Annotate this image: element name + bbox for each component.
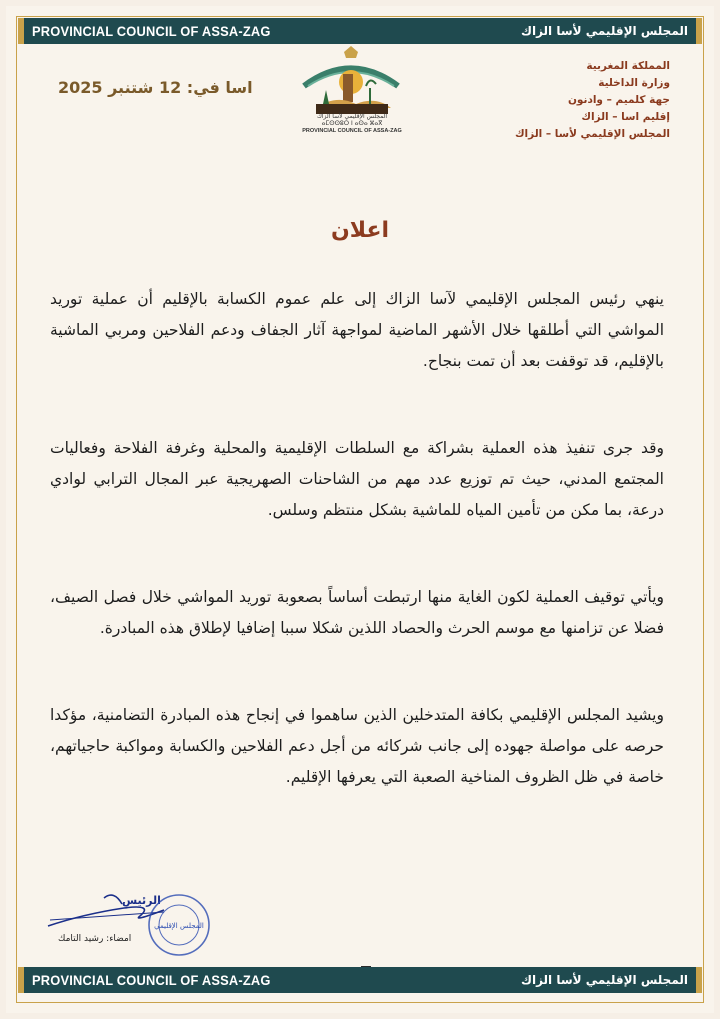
footer-banner-en: PROVINCIAL COUNCIL OF ASSA-ZAG bbox=[32, 972, 271, 988]
header-banner bbox=[24, 18, 696, 44]
gov-line: المملكة المغربية bbox=[586, 60, 670, 72]
announcement-body bbox=[50, 284, 664, 793]
gov-line: وزارة الداخلية bbox=[598, 77, 670, 89]
header-banner-ar: المجلس الإقليمي لأسا الزاك bbox=[520, 24, 688, 38]
footer-banner bbox=[24, 967, 696, 993]
paragraph: وقد جرى تنفيذ هذه العملية بشراكة مع السلطات الإقليمية والمحلية وغرفة الفلاحة وفعاليات المجتمع المدني، حيث تم توزيع عدد مهم من الشاحنات الصهريجية عبر المجال الترابي لوادي درعة، بما مكن من تأمين المياه للماشية بشكل منتظم وسلس. bbox=[50, 439, 664, 519]
logo-caption-ar: المجلس الإقليمي لأسا الزاك bbox=[316, 113, 388, 120]
official-stamp-icon bbox=[146, 892, 212, 958]
gov-line: جهة كلميم – وادنون bbox=[567, 94, 670, 106]
footer-banner-ar: المجلس الإقليمي لأسا الزاك bbox=[520, 973, 688, 987]
government-block bbox=[515, 58, 670, 143]
paragraph: ويشيد المجلس الإقليمي بكافة المتدخلين الذين ساهموا في إنجاح هذه المبادرة التضامنية، مؤكدا حرصه على مواصلة جهوده إلى جانب شركائه من أجل دعم الفلاحين والكسابة ومواكبة حاجياتهم، خاصة في ظل الظروف المناخية الصعبة التي يعرفها الإقليم. bbox=[50, 706, 664, 786]
logo-caption bbox=[298, 114, 406, 134]
gov-line: إقليم اسا – الزاك bbox=[581, 111, 670, 123]
signature-title: الرئيس bbox=[122, 894, 161, 907]
announcement-title: اعلان bbox=[330, 218, 390, 243]
logo-caption-tifinagh: ⴰⵎⵙⵙⵓⵔ ⵏ ⴰⵙⴰ ⵣⴰⴳ bbox=[321, 119, 383, 127]
stamp-text: المجلس الإقليمي bbox=[154, 922, 204, 930]
letter-date: اسا في: 12 شتنبر 2025 bbox=[58, 78, 253, 97]
signature-label: امضاء: رشيد التامك bbox=[58, 934, 132, 944]
letter-page bbox=[6, 6, 714, 1013]
paragraph: ويأتي توقيف العملية لكون الغاية منها ارتبطت أساساً بصعوبة توريد المواشي خلال فصل الصيف، فضلا عن تزامنها مع موسم الحرث والحصاد اللذين شكلا سببا إضافيا لإطلاق هذه المبادرة. bbox=[50, 588, 664, 637]
gov-line: المجلس الإقليمي لأسا – الزاك bbox=[514, 128, 670, 140]
header-banner-en: PROVINCIAL COUNCIL OF ASSA-ZAG bbox=[32, 23, 271, 39]
logo-caption-en: PROVINCIAL COUNCIL OF ASSA-ZAG bbox=[302, 127, 402, 134]
paragraph: ينهي رئيس المجلس الإقليمي لآسا الزاك إلى علم عموم الكسابة بالإقليم أن عملية توريد المواشي التي أطلقها خلال الأشهر الماضية لمواجهة آثار الجفاف ودعم الفلاحين ومربي الماشية بالإقليم، قد توقفت بعد أن تمت بنجاح. bbox=[50, 290, 664, 370]
